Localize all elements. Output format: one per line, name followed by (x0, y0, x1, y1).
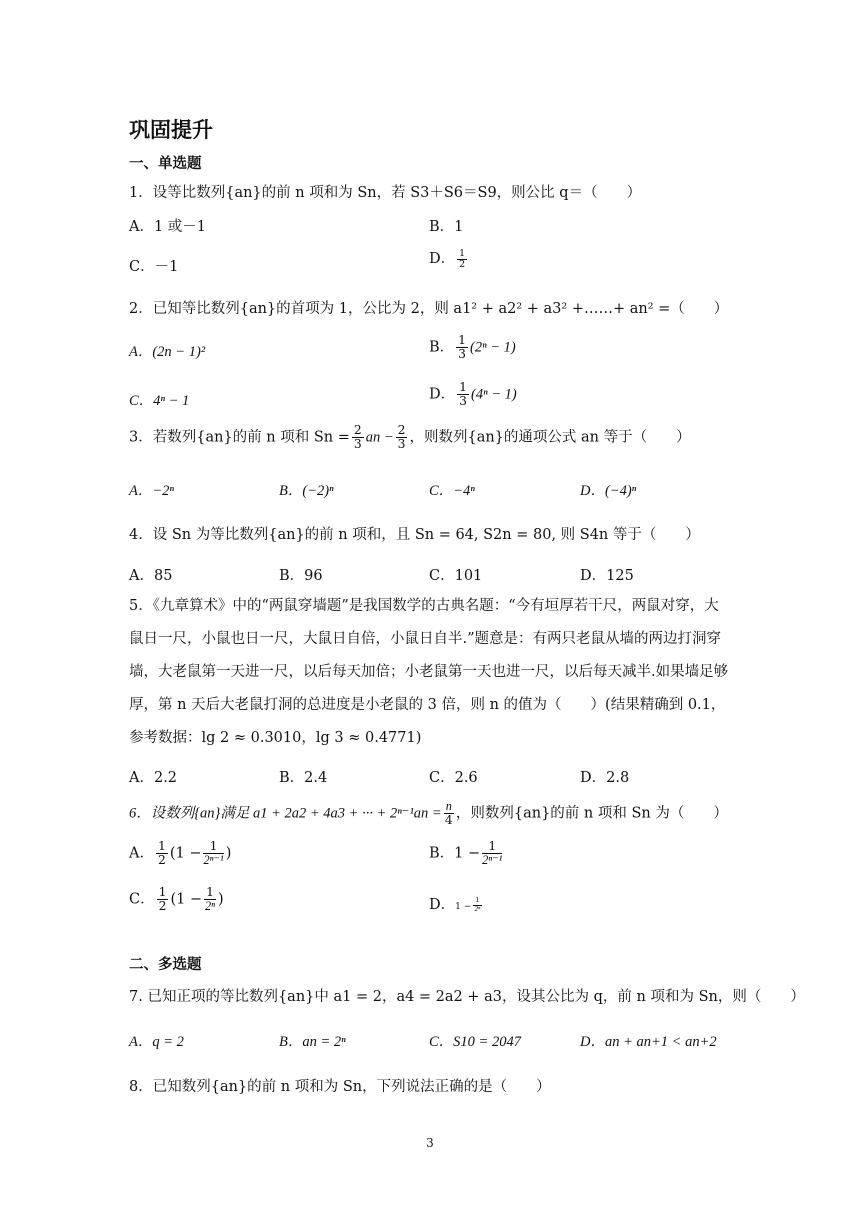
q7-option-c: C．S10 = 2047 (429, 1034, 521, 1050)
q3-stem: 3．若数列{an}的前 n 项和 Sn = $\frac{2}{3}$ an − $\frac{2}{3}$ ，则数列{an}的通项公式 an 等于（ ） (129, 423, 691, 451)
q1-option-a: A．1 或－1 (129, 219, 207, 235)
q5-option-a: A．2.2 (129, 770, 178, 786)
q1-option-b: B．1 (429, 219, 464, 235)
q3-option-c: C．−4ⁿ (429, 483, 475, 499)
q6-option-c: C． $\frac{1}{2}$ (1 − $\frac{1}{\text{2ⁿ}}$ ) (129, 885, 224, 913)
q6-option-a: A． $\frac{1}{2}$ (1 − $\frac{1}{\text{2ⁿ⁻¹}}$ ) (129, 839, 232, 867)
q5-stem: 5．《九章算术》中的“两鼠穿墙题”是我国数学的古典名题：“今有垣厚若干尺，两鼠对穿，大鼠日一尺，小鼠也日一尺，大鼠日自倍，小鼠日自半.”题意是：有两只老鼠从墙的两边打洞穿墙，大老鼠第一天进一尺，以后每天加倍；小老鼠第一天也进一尺，以后每天减半.如果墙足够厚，第 n 天后大老鼠打洞的总进度是小老鼠的 3 倍，则 n 的值为（ ）(结果精确到 0.1，参考数据：lg 2 ≈ 0.3010，lg 3 ≈ 0.4771) (129, 598, 729, 746)
q4-option-d: D．125 (580, 568, 634, 584)
q7-option-d: D．an + an+1 < an+2 (580, 1034, 717, 1050)
q2-option-a: A．(2n − 1)² (129, 344, 206, 360)
q6-option-b: B．1 − $\frac{1}{\text{2ⁿ⁻¹}}$ (429, 839, 503, 867)
q2-stem: 2．已知等比数列{an}的首项为 1，公比为 2，则 a1² + a2² + a3² +……+ an² =（ ） (129, 301, 729, 317)
q5-option-d: D．2.8 (580, 770, 630, 786)
q6-stem: 6．设数列{an}满足 a1 + 2a2 + 4a3 + ··· + 2ⁿ⁻¹an = $\frac{n}{4}$ ，则数列{an}的前 n 项和 Sn 为（ ） (129, 799, 728, 827)
q7-stem: 7. 已知正项的等比数列{an}中 a1 = 2，a4 = 2a2 + a3，设其公比为 q，前 n 项和为 Sn，则（ ） (129, 989, 805, 1005)
page-number: 3 (426, 1136, 434, 1150)
q4-option-a: A．85 (129, 568, 173, 584)
q3-option-d: D．(−4)ⁿ (580, 483, 637, 499)
q3-option-a: A．−2ⁿ (129, 483, 174, 499)
q5-option-c: C．2.6 (429, 770, 478, 786)
q4-option-c: C．101 (429, 568, 483, 584)
q7-option-b: B．an = 2ⁿ (279, 1034, 346, 1050)
page-title: 巩固提升 (129, 118, 213, 142)
q7-option-a: A．q = 2 (129, 1034, 184, 1050)
q4-option-b: B．96 (279, 568, 323, 584)
q5-option-b: B．2.4 (279, 770, 328, 786)
q1-option-d: D． $\frac{1}{2}$ (429, 247, 466, 270)
section-single-choice: 一、单选题 (129, 156, 202, 172)
q6-option-d: D．1 − $\frac{1}{\text{2ⁿ}}$ (429, 896, 481, 913)
q4-stem: 4．设 Sn 为等比数列{an}的前 n 项和，且 Sn = 64, S2n = 80, 则 S4n 等于（ ） (129, 527, 700, 543)
q3-option-b: B．(−2)ⁿ (279, 483, 334, 499)
q1-stem: 1．设等比数列{an}的前 n 项和为 Sn，若 S3＋S6＝S9，则公比 q＝（ ） (129, 185, 642, 201)
q2-option-d: D． $\frac{1}{3}$ (4ⁿ − 1) (429, 380, 517, 408)
q1-option-c: C．－1 (129, 259, 179, 275)
q2-option-c: C．4ⁿ − 1 (129, 393, 190, 409)
q2-option-b: B． $\frac{1}{3}$ (2ⁿ − 1) (429, 333, 516, 361)
section-multiple-choice: 二、多选题 (129, 957, 202, 973)
q8-stem: 8．已知数列{an}的前 n 项和为 Sn，下列说法正确的是（ ） (129, 1079, 551, 1095)
